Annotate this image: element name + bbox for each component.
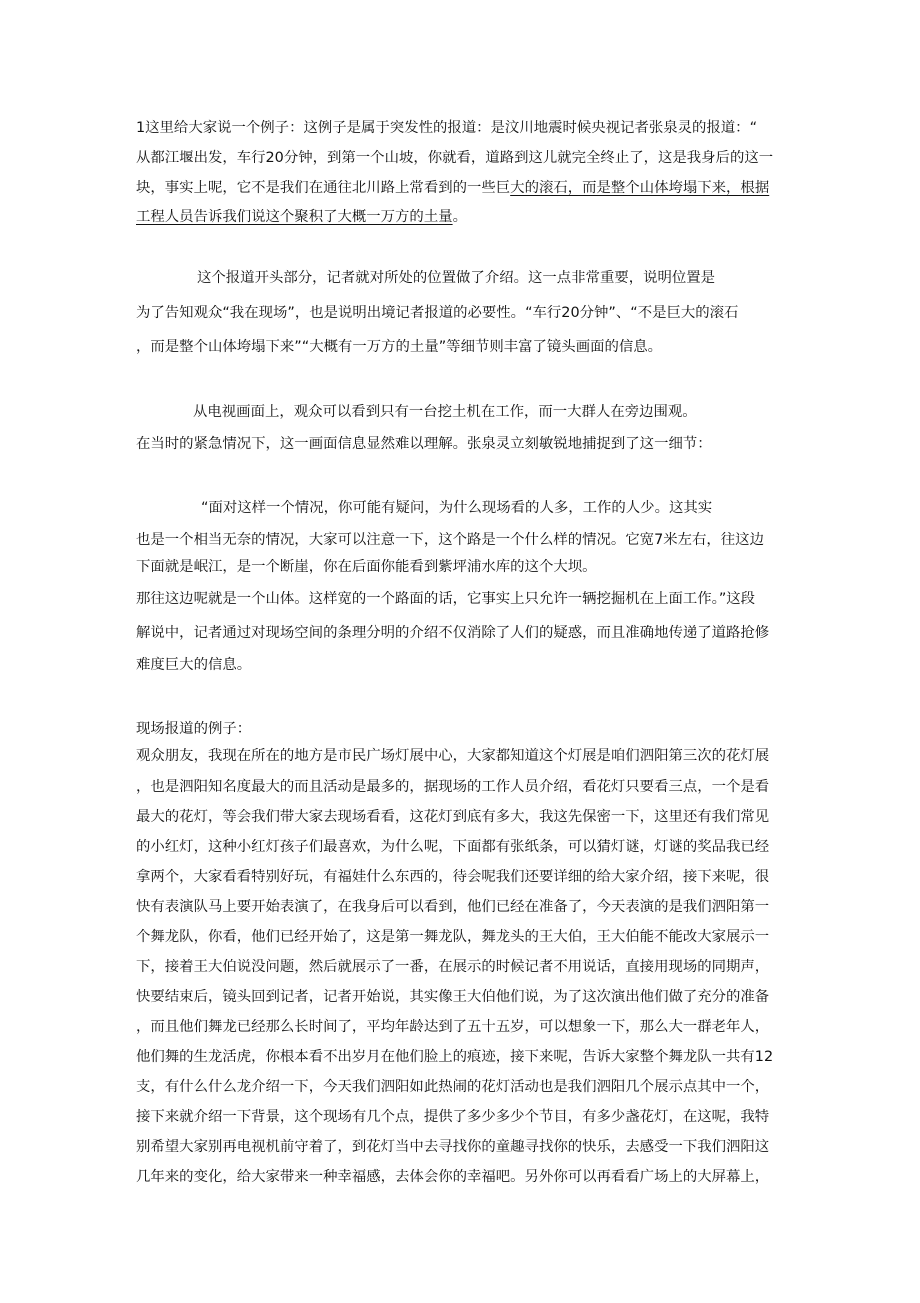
text-line: 下，接着王大伯说没问题，然后就展示了一番，在展示的时候记者不用说话，直接用现场的同期声，: [136, 959, 770, 975]
paragraph-indent-line: 这个报道开头部分，记者就对所处的位置做了介绍。这一点非常重要，说明位置是: [197, 270, 716, 286]
underlined-text: 大的滚石，而是整个山体垮塌下来，根据: [510, 180, 770, 196]
text-line: 接下来就介绍一下背景，这个现场有几个点，提供了多少多少个节目，有多少盏花灯，在这呢，我特: [136, 1109, 770, 1125]
text-line: 难度巨大的信息。: [136, 657, 252, 673]
text-line: 为了告知观众“我在现场”，也是说明出境记者报道的必要性。“车行20分钟”、“不是巨大的滚石: [136, 305, 739, 321]
text-segment: 。: [452, 209, 468, 225]
text-line: 1这里给大家说一个例子：这例子是属于突发性的报道：是汶川地震时候央视记者张泉灵的报道：“: [136, 120, 758, 136]
text-line: ，而是整个山体垮塌下来”“大概有一万方的土量”等细节则丰富了镜头画面的信息。: [136, 339, 663, 355]
text-line: [136, 207, 786, 227]
text-line: 快有表演队马上要开始表演了，在我身后可以看到，他们已经在准备了，今天表演的是我们泗阳第一: [136, 899, 770, 915]
text-line: ，而且他们舞龙已经那么长时间了，平均年龄达到了五十五岁，可以想象一下，那么大一群老年人，: [136, 1019, 770, 1035]
text-line: 支，有什么什么龙介绍一下，今天我们泗阳如此热闹的花灯活动也是我们泗阳几个展示点其中一个，: [136, 1079, 770, 1095]
text-line: 拿两个，大家看看特别好玩，有福娃什么东西的，待会呢我们还要详细的给大家介绍，接下来呢，很: [136, 869, 770, 885]
text-line: 在当时的紧急情况下，这一画面信息显然难以理解。张泉灵立刻敏锐地捕捉到了这一细节：: [136, 436, 712, 452]
text-line: 那往这边呢就是一个山体。这样宽的一个路面的话，它事实上只允许一辆挖掘机在上面工作。”这段: [136, 591, 756, 607]
text-line: ，也是泗阳知名度最大的而且活动是最多的，据现场的工作人员介绍，看花灯只要看三点，一个是看: [136, 779, 770, 795]
section-heading: 现场报道的例子：: [136, 721, 252, 737]
text-line: 几年来的变化，给大家带来一种幸福感，去体会你的幸福吧。另外你可以再看看广场上的大屏幕上，: [136, 1169, 770, 1185]
paragraph-indent-line: “面对这样一个情况，你可能有疑问，为什么现场看的人多，工作的人少。这其实: [201, 500, 713, 516]
text-line: 他们舞的生龙活虎，你根本看不出岁月在他们脸上的痕迹，接下来呢，告诉大家整个舞龙队一共有12: [136, 1049, 774, 1065]
underlined-text: 工程人员告诉我们说这个聚积了大概一万方的土量: [136, 209, 453, 225]
text-line: 下面就是岷江，是一个断崖，你在后面你能看到紫坪浦水库的这个大坝。: [136, 559, 597, 575]
text-line: 解说中，记者通过对现场空间的条理分明的介绍不仅消除了人们的疑惑，而且准确地传递了道路抢修: [136, 625, 770, 641]
text-line: 最大的花灯，等会我们带大家去现场看看，这花灯到底有多大，我这先保密一下，这里还有我们常见: [136, 809, 770, 825]
text-line: [136, 178, 786, 198]
text-line: 快要结束后，镜头回到记者，记者开始说，其实像王大伯他们说，为了这次演出他们做了充分的准备: [136, 989, 770, 1005]
text-line: 也是一个相当无奈的情况，大家可以注意一下，这个路是一个什么样的情况。它宽7米左右，往这边: [136, 532, 764, 548]
text-line: 个舞龙队，你看，他们已经开始了，这是第一舞龙队，舞龙头的王大伯，王大伯能不能改大家展示一: [136, 929, 770, 945]
paragraph-indent-line: 从电视画面上，观众可以看到只有一台挖土机在工作，而一大群人在旁边围观。: [193, 404, 697, 420]
text-line: 的小红灯，这种小红灯孩子们最喜欢，为什么呢，下面都有张纸条，可以猜灯谜，灯谜的奖品我已经: [136, 839, 770, 855]
text-segment: 块，事实上呢，它不是我们在通往北川路上常看到的一些巨: [136, 180, 511, 196]
text-line: 观众朋友，我现在所在的地方是市民广场灯展中心，大家都知道这个灯展是咱们泗阳第三次的花灯展: [136, 748, 770, 764]
text-line: 从都江堰出发，车行20分钟，到第一个山坡，你就看，道路到这儿就完全终止了，这是我身后的这一: [136, 150, 774, 166]
text-line: 别希望大家别再电视机前守着了，到花灯当中去寻找你的童趣寻找你的快乐，去感受一下我们泗阳这: [136, 1139, 770, 1155]
